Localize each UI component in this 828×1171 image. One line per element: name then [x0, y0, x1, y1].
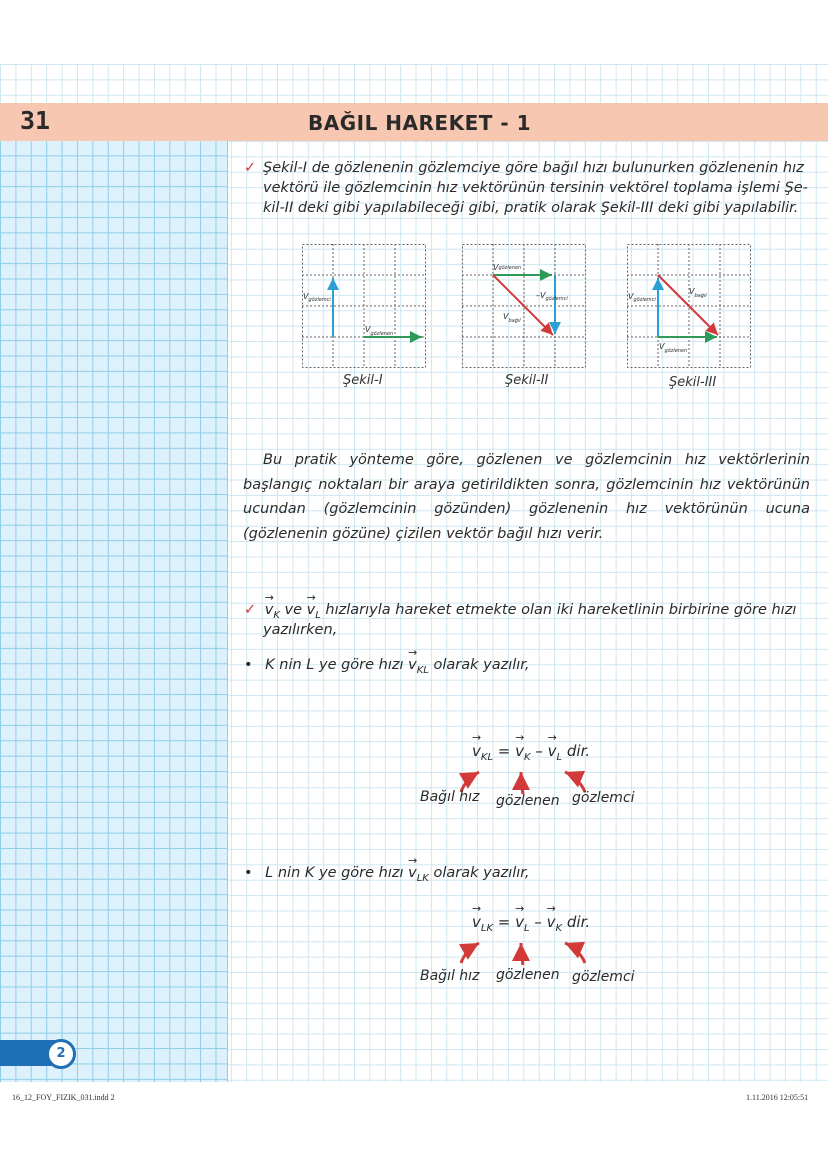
footer-timestamp: 1.11.2016 12:05:51	[746, 1093, 809, 1102]
page-title: BAĞIL HAREKET - 1	[308, 111, 532, 135]
equation-2-arrows	[455, 933, 595, 969]
figure-2	[462, 244, 586, 368]
caption-fig3: Şekil-III	[669, 375, 717, 390]
label-observed-2: gözlenen	[496, 967, 560, 983]
label-observer-1: gözlemci	[572, 790, 635, 806]
svg-text:Vgözlemci: $V_{gözlemci}$	[628, 292, 656, 303]
label-relative-2: Bağıl hız	[420, 968, 480, 984]
svg-text:Vgözlemci: $V_{gözlemci}$	[303, 292, 331, 303]
intro-line-2: vektörü ile gözlemcinin hız vektörünün tersinin vektörel toplama işlemi Şe-	[263, 180, 808, 196]
label-relative-1: Bağıl hız	[420, 789, 480, 805]
svg-text:Vbağıl: $V_{bağıl}$	[689, 287, 707, 299]
caption-fig2: Şekil-II	[505, 373, 549, 388]
equation-2: → $v_{LK}$ = → $v_L$ – → $v_K$ dir.	[472, 913, 590, 934]
label-observer-2: gözlemci	[572, 969, 635, 985]
svg-text:Vgözlenen: $V_{gözlenen}$	[659, 342, 688, 354]
footer-file: 16_12_FOY_FIZIK_031.indd 2	[12, 1093, 115, 1102]
svg-text:Vbağıl: $V_{bağıl}$	[503, 312, 521, 324]
unit-number: 31	[20, 106, 51, 135]
caption-fig1: Şekil-I	[343, 373, 383, 388]
intro-line-1: Şekil-I de gözlenenin gözlemciye göre bağıl hızı bulunurken gözlenenin hız	[263, 160, 804, 176]
second-item-line-2: yazılırken,	[263, 622, 338, 638]
second-item: ✓ → $v_K$ ve → $v_L$ hızlarıyla hareket etmekte olan iki hareketlinin birbirine göre hızı	[244, 602, 796, 621]
left-margin-grid	[0, 140, 228, 1082]
page-number: 2	[46, 1039, 76, 1069]
equation-1: → $v_{KL}$ = → $v_K$ – → $v_L$ dir.	[472, 742, 590, 763]
bullet-2: • L nin K ye göre hızı → $v_{LK}$ olarak yazılır,	[244, 865, 530, 884]
explanation-paragraph: Bu pratik yönteme göre, gözlenen ve gözlemcinin hız vektörlerinin başlangıç noktaları bir araya getirildikten sonra, gözlemcinin hız vektörünün ucundan (gözlemcinin gözünden) gözlenenin hız vektörünün ucuna (gözlenenin gözüne) çizilen vektör bağıl hızı verir.	[243, 452, 810, 542]
figure-1	[302, 244, 426, 368]
intro-line-3: kil-II deki gibi yapılabileceği gibi, pratik olarak Şekil-III deki gibi yapılabilir.	[263, 200, 799, 216]
figure-3	[627, 244, 751, 368]
svg-text:–Vgözlemci: $-V_{gözlemci}$	[536, 291, 568, 302]
svg-text:Vgözlenen: Vgözlenen	[493, 263, 522, 272]
bullet-1: • K nin L ye göre hızı → $v_{KL}$ olarak yazılır,	[244, 657, 530, 676]
intro-check: ✓	[244, 160, 257, 176]
label-observed-1: gözlenen	[496, 793, 560, 809]
svg-text:Vgözlenen: $V_{gözlenen}$	[365, 325, 394, 337]
